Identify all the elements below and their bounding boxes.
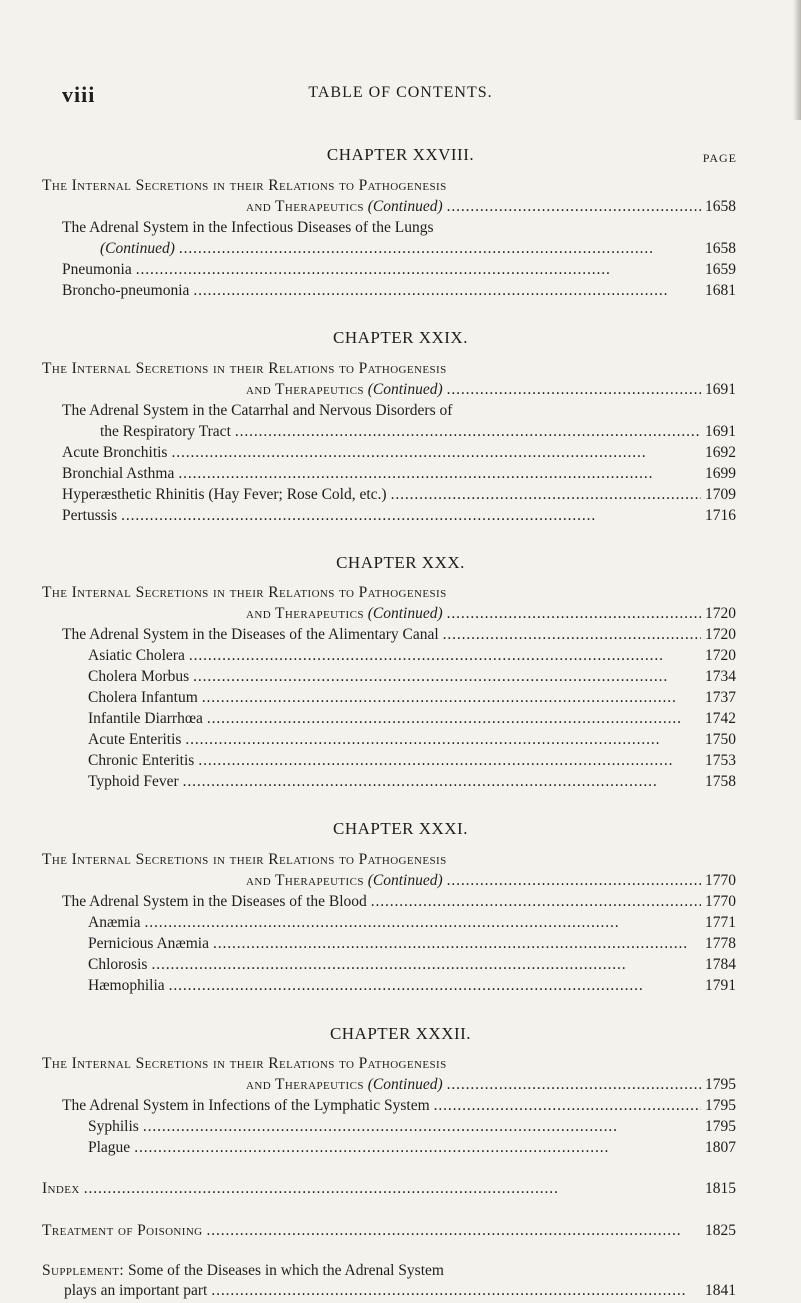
- toc-entry: Pneumonia . . . 1659: [62, 261, 736, 279]
- toc-entry: The Adrenal System in the Diseases of the Blood . . . 1770: [62, 893, 736, 911]
- toc-entry: Hyperæsthetic Rhinitis (Hay Fever; Rose Cold, etc.) . . . 1709: [62, 486, 736, 504]
- toc-entry: the Respiratory Tract . . . 1691: [100, 423, 736, 441]
- toc-entry: (Continued) . . . 1658: [100, 240, 736, 258]
- toc-entry: Acute Bronchitis . . . 1692: [62, 444, 736, 462]
- toc-entry: Typhoid Fever . . . 1758: [88, 773, 736, 791]
- toc-entry: Bronchial Asthma . . . 1699: [62, 465, 736, 483]
- chapter-heading: The Internal Secretions in their Relations to Pathogenesis: [42, 1055, 447, 1072]
- toc-entry: and Therapeutics (Continued) . . . 1691: [246, 381, 736, 399]
- chapter-heading: The Internal Secretions in their Relations to Pathogenesis: [42, 584, 447, 601]
- toc-entry: Infantile Diarrhœa . . . 1742: [88, 710, 736, 728]
- toc-entry: Pertussis . . . 1716: [62, 507, 736, 525]
- chapter-heading: The Internal Secretions in their Relations to Pathogenesis: [42, 360, 447, 377]
- toc-entry: Broncho-pneumonia . . . 1681: [62, 282, 736, 300]
- toc-entry: The Adrenal System in Infections of the Lymphatic System . . . 1795: [62, 1097, 736, 1115]
- toc-entry: and Therapeutics (Continued) . . . 1795: [246, 1076, 736, 1094]
- toc-entry: Asiatic Cholera . . . 1720: [88, 647, 736, 665]
- toc-entry: Anæmia . . . 1771: [88, 914, 736, 932]
- chapter-title: CHAPTER XXX.: [336, 553, 465, 572]
- toc-entry: The Adrenal System in the Diseases of the Alimentary Canal . . . 1720: [62, 626, 736, 644]
- chapter-heading: The Internal Secretions in their Relations to Pathogenesis: [42, 851, 447, 868]
- toc-entry: Acute Enteritis . . . 1750: [88, 731, 736, 749]
- page-column-label: PAGE: [702, 151, 737, 165]
- toc-entry-supplement: Supplement: Some of the Diseases in which the Adrenal System: [42, 1262, 444, 1279]
- toc-entry: and Therapeutics (Continued) . . . 1770: [246, 872, 736, 890]
- toc-entry-line: The Adrenal System in the Infectious Diseases of the Lungs: [62, 219, 434, 236]
- toc-entry: Pernicious Anæmia . . . 1778: [88, 935, 736, 953]
- toc-entry: Hæmophilia . . . 1791: [88, 977, 736, 995]
- page-number: viii: [62, 82, 96, 107]
- toc-entry: plays an important part . . . 1841: [64, 1282, 736, 1300]
- chapter-title: CHAPTER XXVIII.: [326, 145, 475, 164]
- toc-entry-index: Index . . . 1815: [42, 1180, 736, 1198]
- toc-entry: Syphilis . . . 1795: [88, 1118, 736, 1136]
- toc-entry: Plague . . . 1807: [88, 1139, 736, 1157]
- chapter-title: CHAPTER XXXII.: [329, 1024, 472, 1043]
- chapter-title: CHAPTER XXIX.: [333, 328, 468, 347]
- chapter-heading: The Internal Secretions in their Relations to Pathogenesis: [42, 177, 447, 194]
- page-header: [0, 82, 801, 112]
- toc-entry: Chlorosis . . . 1784: [88, 956, 736, 974]
- toc-entry: Cholera Morbus . . . 1734: [88, 668, 736, 686]
- chapter-title: CHAPTER XXXI.: [333, 819, 468, 838]
- running-title: TABLE OF CONTENTS.: [308, 84, 493, 101]
- toc-entry-treatment-of-poisoning: Treatment of Poisoning . . . 1825: [42, 1222, 736, 1240]
- toc-entry: Cholera Infantum . . . 1737: [88, 689, 736, 707]
- toc-entry: and Therapeutics (Continued) . . . 1658: [246, 198, 736, 216]
- toc-entry-line: The Adrenal System in the Catarrhal and Nervous Disorders of: [62, 402, 453, 419]
- toc-entry: and Therapeutics (Continued) . . . 1720: [246, 605, 736, 623]
- toc-entry: Chronic Enteritis . . . 1753: [88, 752, 736, 770]
